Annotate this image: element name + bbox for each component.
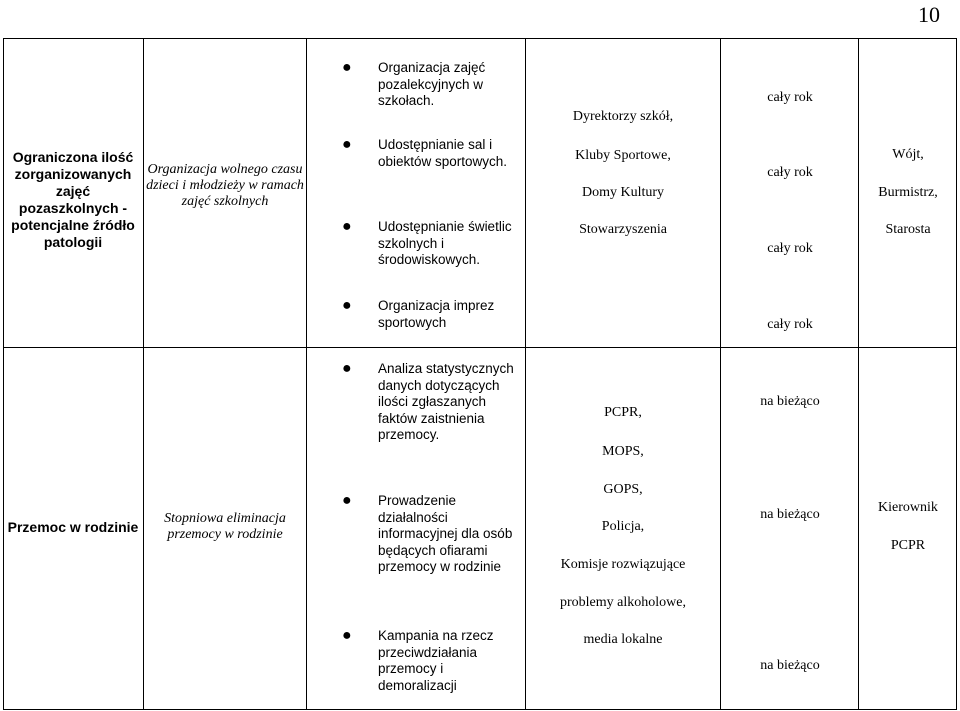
bullet-icon: ● (342, 492, 352, 509)
table-top-border (3, 38, 957, 39)
col-border (525, 38, 526, 710)
executor-line: MOPS, (602, 444, 644, 459)
bullet-icon: ● (342, 360, 352, 377)
goal-cell: Stopniowa eliminacja przemocy w rodzinie (164, 511, 286, 542)
executor-line: Domy Kultury (581, 185, 665, 200)
activity-item: Kampania na rzecz przeciwdziałania przemocy i demoralizacji (378, 628, 494, 693)
deadline-line: cały rok (767, 90, 813, 105)
responsible-line: Burmistrz, (878, 185, 938, 200)
col-border (143, 38, 144, 710)
executor-line: Komisje rozwiązujące (560, 557, 686, 572)
deadline-line: cały rok (767, 165, 813, 180)
executor-line: Stowarzyszenia (579, 222, 667, 237)
responsible-line: Starosta (885, 222, 931, 237)
deadline-line: na bieżąco (760, 394, 820, 409)
activity-item: Analiza statystycznych danych dotyczących ilości zgłaszanych faktów zaistnienia przemocy. (378, 361, 514, 442)
col-border (956, 38, 957, 710)
col-border (720, 38, 721, 710)
problem-cell: Przemoc w rodzinie (7, 519, 139, 535)
problem-cell: Ograniczona ilość zorganizowanych zajęć pozaszkolnych - potencjalne źródło patologii (11, 149, 135, 250)
activity-item: Organizacja zajęć pozalekcyjnych w szkołach. (378, 60, 486, 108)
responsible-line: PCPR (890, 538, 926, 553)
bullet-icon: ● (342, 59, 352, 76)
table-bottom-border (3, 709, 957, 710)
row-divider (3, 347, 957, 348)
bullet-icon: ● (342, 218, 352, 235)
executor-line: GOPS, (603, 482, 643, 497)
activity-item: Prowadzenie działalności informacyjnej dla osób będących ofiarami przemocy w rodzinie (378, 493, 513, 574)
executor-line: Policja, (601, 519, 645, 534)
responsible-line: Kierownik (878, 500, 938, 515)
bullet-icon: ● (342, 136, 352, 153)
col-border (858, 38, 859, 710)
col-border (3, 38, 4, 710)
bullet-icon: ● (342, 627, 352, 644)
executor-line: problemy alkoholowe, (560, 595, 686, 610)
activity-item: Organizacja imprez sportowych (378, 298, 495, 330)
deadline-line: na bieżąco (760, 658, 820, 673)
executor-line: Dyrektorzy szkół, (572, 109, 674, 124)
deadline-line: cały rok (767, 241, 813, 256)
executor-line: PCPR, (604, 405, 642, 420)
activity-item: Udostępnianie świetlic szkolnych i środowiskowych. (378, 219, 512, 267)
responsible-line: Wójt, (892, 147, 924, 162)
deadline-line: cały rok (767, 317, 813, 332)
executor-line: Kluby Sportowe, (575, 148, 671, 163)
deadline-line: na bieżąco (760, 507, 820, 522)
goal-cell: Organizacja wolnego czasu dzieci i młodzieży w ramach zajęć szkolnych (146, 162, 304, 209)
activity-item: Udostępnianie sal i obiektów sportowych. (378, 137, 508, 169)
page-number: 10 (918, 2, 940, 27)
executor-line: media lokalne (583, 632, 663, 647)
bullet-icon: ● (342, 297, 352, 314)
col-border (306, 38, 307, 710)
